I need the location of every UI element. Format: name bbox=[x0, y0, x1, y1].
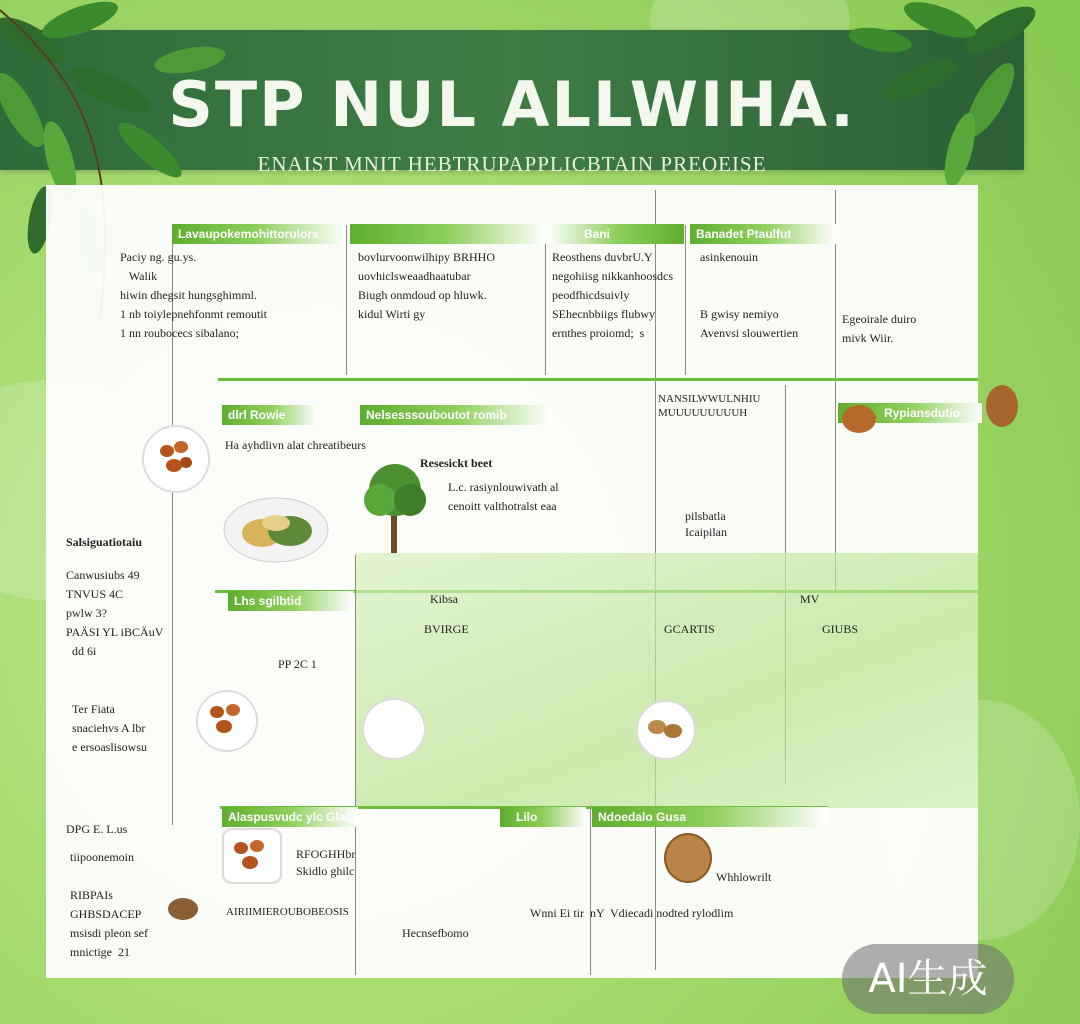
section-text: Egeoirale duiro mivk Wiir. bbox=[842, 312, 917, 345]
ai-generated-badge: AI生成 bbox=[842, 944, 1014, 1014]
nuts-plate-icon bbox=[196, 690, 258, 752]
section-header bbox=[350, 224, 546, 244]
divider bbox=[346, 225, 347, 375]
walnut-plate-icon bbox=[636, 700, 696, 760]
divider bbox=[685, 225, 686, 375]
section-header-label: Lilo bbox=[516, 810, 538, 824]
nuts-plate-icon bbox=[222, 828, 282, 884]
section-text: Wnni Ei tir nY Vdiecadi nodted rylodlim bbox=[530, 906, 734, 920]
divider bbox=[545, 225, 546, 375]
section-header bbox=[548, 224, 684, 244]
column-header: Kibsa bbox=[430, 592, 458, 606]
left-tag: DPG E. L.us bbox=[66, 822, 128, 836]
divider bbox=[590, 805, 591, 975]
section-header-label: Rypiansdutio bbox=[884, 406, 961, 420]
section-header: Alaspusvudc ylc Glaitsaic bbox=[222, 807, 358, 827]
section-text: NANSILWWULNHIU MUUUUUUUUUH bbox=[658, 393, 761, 419]
section-text: RFOGHHbr Skidlo ghilc bbox=[296, 847, 356, 878]
almond-icon bbox=[986, 385, 1018, 427]
section-header: Lhs sgilbtid bbox=[228, 591, 354, 611]
section-text: Whhlowrilt bbox=[716, 870, 772, 884]
nuts-plate-icon bbox=[142, 425, 210, 493]
section-header bbox=[500, 807, 586, 827]
left-text: Canwusiubs 49 TNVUS 4C pwlw 3? PAÄSI YL iBCÄuV dd 6i bbox=[66, 568, 164, 658]
section-text: pilsbatla Icaipilan bbox=[685, 509, 727, 539]
salad-bowl-icon bbox=[222, 495, 330, 565]
section-text: Paciy ng. gu.ys. Walik hiwin dhegsit hungsghimml. 1 nb toiylepnehfonmt remoutit 1 nn roubocecs sibalano; bbox=[120, 250, 267, 340]
column-label: GCARTIS bbox=[664, 622, 715, 636]
leaf-decoration-right-icon bbox=[820, 0, 1024, 200]
section-text: L.c. rasiynlouwivath al cenoitt valthotralst eaa bbox=[448, 480, 559, 513]
column-label: BVIRGE bbox=[424, 622, 469, 636]
column-label: GIUBS bbox=[822, 622, 859, 636]
divider bbox=[835, 190, 836, 590]
section-header-label: Bani bbox=[584, 227, 611, 241]
walnut-icon bbox=[842, 405, 876, 433]
section-text: Hecnsefbomo bbox=[402, 926, 469, 940]
divider-green bbox=[218, 378, 978, 381]
side-label: PP 2C 1 bbox=[278, 657, 317, 671]
section-text: asinkenouin B gwisy nemiyo Avenvsi slouwertien bbox=[700, 250, 799, 340]
section-header: Banadet Ptaulfut bbox=[690, 224, 836, 244]
section-text: Reosthens duvbrU.Y negohiisg nikkanhoosdcs peodfhicdsuivly SEhecnbbiigs flubwy ernthes proiomd; s bbox=[552, 250, 673, 340]
nut-icon bbox=[168, 898, 198, 920]
section-header: Nelsesssouboutot romib bbox=[360, 405, 551, 425]
left-text: tiipoonemoin RIBPAIs GHBSDACEP msisdi pleon sef mnictige 21 bbox=[70, 850, 148, 959]
section-header: dlrl Rowie bbox=[222, 405, 318, 425]
section-text: bovlurvoonwilhipy BRHHO uovhiclsweaadhaatubar Biugh onmdoud op hluwk. kidul Wirti gy bbox=[358, 250, 496, 321]
page-subtitle: ENAIST MNIT HEBTRUPAPPLICBTAIN PREOEISE bbox=[257, 152, 767, 176]
empty-plate-icon bbox=[362, 698, 426, 760]
section-header: Lavaupokemohittorulors bbox=[172, 224, 346, 244]
walnut-icon bbox=[664, 833, 712, 883]
section-header: Ndoedalo Gusa bbox=[592, 807, 828, 827]
page-title: STP NUL ALLWIHA. bbox=[168, 68, 856, 141]
tree-icon bbox=[355, 455, 435, 555]
left-header: Salsiguatiotaiu bbox=[66, 535, 143, 549]
section-subheader: Resesickt beet bbox=[420, 456, 493, 470]
section-text: Ha ayhdlivn alat chreatibeurs bbox=[225, 438, 366, 452]
left-text: Ter Fiata snaciehvs A lbr e ersoaslisowsu bbox=[72, 702, 147, 754]
column-header: MV bbox=[800, 592, 820, 606]
section-text: AIRIIMIEROUBOBEOSIS bbox=[226, 906, 349, 918]
